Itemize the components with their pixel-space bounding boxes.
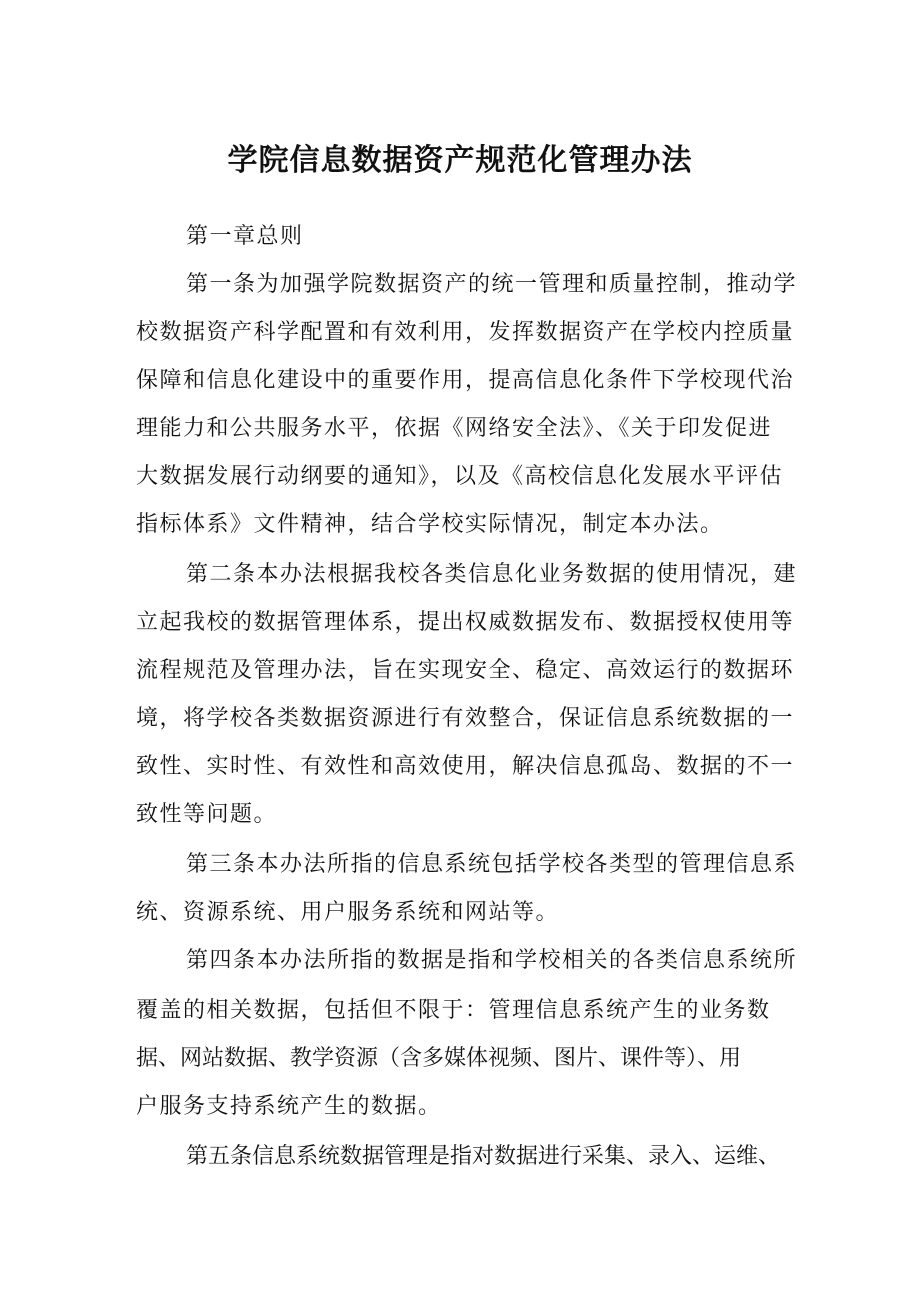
text-line: 境，将学校各类数据资源进行有效整合，保证信息系统数据的一 bbox=[136, 706, 795, 731]
document-title: 学院信息数据资产规范化管理办法 bbox=[227, 143, 693, 178]
text-line: 据、网站数据、教学资源（含多媒体视频、图片、课件等）、用 bbox=[136, 1046, 742, 1071]
text-line: 致性、实时性、有效性和高效使用，解决信息孤岛、数据的不一 bbox=[136, 754, 795, 779]
chapter-heading: 第一章总则 bbox=[186, 224, 304, 249]
text-line: 第五条信息系统数据管理是指对数据进行采集、录入、运维、 bbox=[186, 1144, 781, 1169]
text-line: 保障和信息化建设中的重要作用，提高信息化条件下学校现代治 bbox=[136, 368, 795, 393]
text-line: 覆盖的相关数据，包括但不限于：管理信息系统产生的业务数 bbox=[136, 998, 771, 1023]
text-line: 校数据资产科学配置和有效利用，发挥数据资产在学校内控质量 bbox=[136, 320, 795, 345]
text-line: 第一条为加强学院数据资产的统一管理和质量控制，推动学 bbox=[186, 272, 798, 297]
text-line: 第四条本办法所指的数据是指和学校相关的各类信息系统所 bbox=[186, 948, 798, 973]
text-line: 统、资源系统、用户服务系统和网站等。 bbox=[136, 900, 560, 925]
text-line: 理能力和公共服务水平，依据《网络安全法》、《关于印发促进 bbox=[136, 416, 773, 441]
text-line: 流程规范及管理办法，旨在实现安全、稳定、高效运行的数据环 bbox=[136, 658, 795, 683]
text-line: 指标体系》文件精神，结合学校实际情况，制定本办法。 bbox=[136, 512, 724, 537]
text-line: 户服务支持系统产生的数据。 bbox=[136, 1094, 442, 1119]
text-line: 致性等问题。 bbox=[136, 802, 278, 827]
text-line: 第二条本办法根据我校各类信息化业务数据的使用情况，建 bbox=[186, 562, 798, 587]
text-line: 第三条本办法所指的信息系统包括学校各类型的管理信息系 bbox=[186, 852, 798, 877]
text-line: 立起我校的数据管理体系，提出权威数据发布、数据授权使用等 bbox=[136, 610, 795, 635]
text-line: 大数据发展行动纲要的通知》，以及《高校信息化发展水平评估 bbox=[136, 464, 784, 489]
